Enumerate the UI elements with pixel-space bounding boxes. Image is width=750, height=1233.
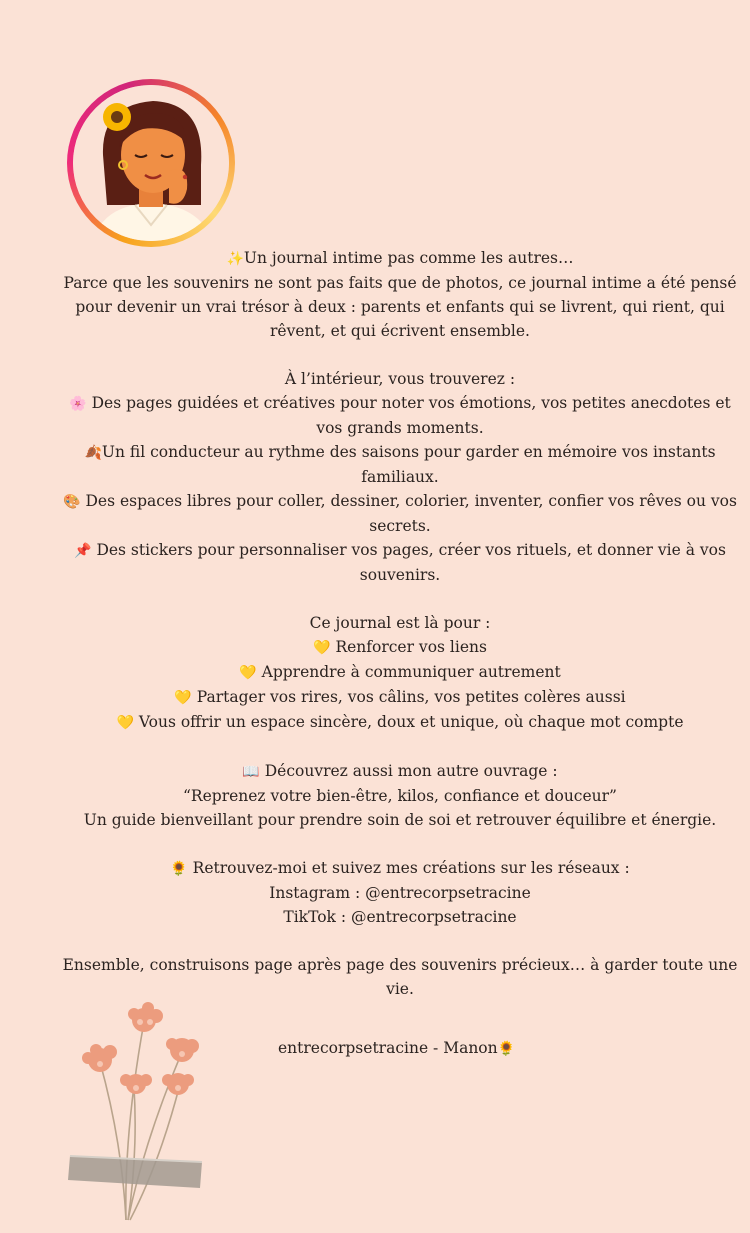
closing-text: Ensemble, construisons page après page des souvenirs précieux… à garder toute une vie. (62, 956, 738, 998)
woman-with-sunflower-portrait-icon (73, 85, 229, 241)
sunflower-icon: 🌻 (497, 1041, 516, 1057)
purpose-heading: Ce journal est là pour : (309, 614, 491, 632)
purpose-item: 💛 Vous offrir un espace sincère, doux et unique, où chaque mot compte (116, 713, 684, 731)
signature: entrecorpsetracine - Manon🌻 (278, 1039, 516, 1057)
inside-item: 🌸 Des pages guidées et créatives pour noter vos émotions, vos petites anecdotes et vos grands moments. (69, 394, 731, 437)
other-book-title: “Reprenez votre bien-être, kilos, confiance et douceur” (183, 787, 617, 805)
description-block (60, 246, 740, 1001)
pushpin-icon: 📌 (74, 543, 92, 559)
yellow-heart-icon: 💛 (174, 690, 192, 706)
yellow-heart-icon: 💛 (239, 665, 257, 681)
other-book-description: Un guide bienveillant pour prendre soin de soi et retrouver équilibre et énergie. (83, 811, 717, 829)
cherry-blossom-icon: 🌸 (69, 396, 87, 412)
inside-heading: À l’intérieur, vous trouverez : (284, 370, 516, 388)
intro-title: ✨Un journal intime pas comme les autres… (226, 249, 574, 267)
open-book-icon: 📖 (242, 764, 260, 780)
yellow-heart-icon: 💛 (116, 715, 134, 731)
inside-item: 🎨 Des espaces libres pour coller, dessiner, colorier, inventer, confier vos rêves ou vos secrets. (63, 492, 737, 535)
socials-heading: 🌻 Retrouvez-moi et suivez mes créations sur les réseaux : (170, 859, 630, 877)
tiktok-handle: TikTok : @entrecorpsetracine (283, 908, 517, 926)
yellow-heart-icon: 💛 (313, 640, 331, 656)
purpose-item: 💛 Renforcer vos liens (313, 638, 487, 656)
sunflower-icon: 🌻 (170, 861, 188, 877)
inside-item: 📌 Des stickers pour personnaliser vos pages, créer vos rituels, et donner vie à vos souvenirs. (74, 541, 726, 584)
dried-flowers-taped-illustration-icon (64, 992, 214, 1222)
intro-body: Parce que les souvenirs ne sont pas faits que de photos, ce journal intime a été pensé pour devenir un vrai trésor à deux : parents et enfants qui se livrent, qui rient, qui rêvent, et qui écrivent ensemble. (63, 274, 737, 340)
profile-avatar (67, 79, 235, 247)
palette-icon: 🎨 (63, 494, 81, 510)
fallen-leaf-icon: 🍂 (84, 445, 102, 461)
purpose-item: 💛 Apprendre à communiquer autrement (239, 663, 561, 681)
sparkles-icon: ✨ (226, 251, 244, 267)
other-book-heading: 📖 Découvrez aussi mon autre ouvrage : (242, 762, 558, 780)
instagram-handle: Instagram : @entrecorpsetracine (269, 884, 531, 902)
inside-item: 🍂Un fil conducteur au rythme des saisons pour garder en mémoire vos instants familiaux. (84, 443, 716, 486)
purpose-item: 💛 Partager vos rires, vos câlins, vos petites colères aussi (174, 688, 626, 706)
